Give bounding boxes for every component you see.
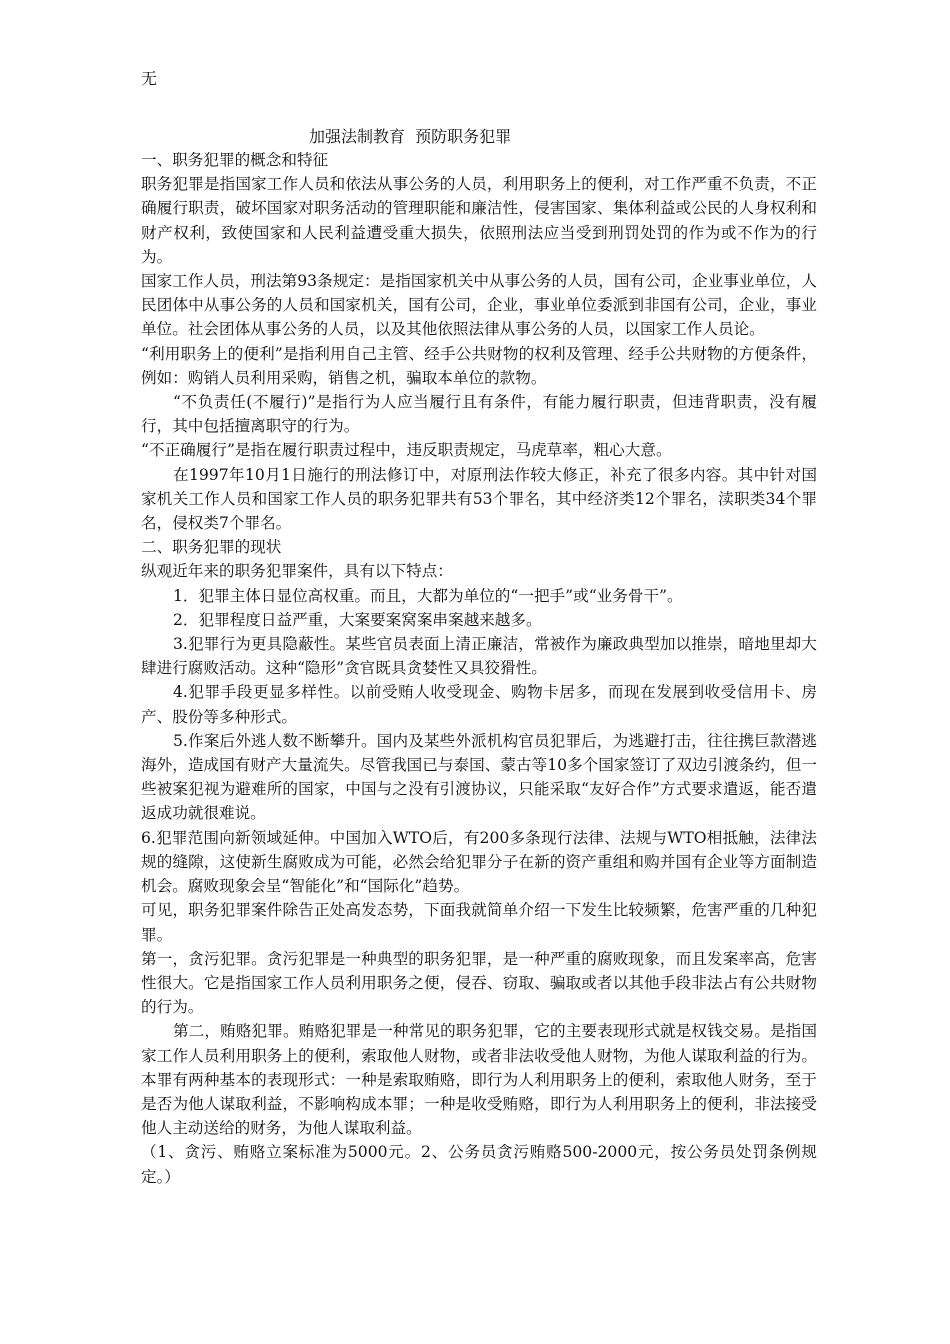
document-title: 加强法制教育 预防职务犯罪: [309, 127, 512, 146]
paragraph: 2．犯罪程度日益严重，大案要案窝案串案越来越多。: [173, 610, 542, 629]
paragraph: 1．犯罪主体日显位高权重。而且，大都为单位的“一把手”或“业务骨干”。: [173, 586, 683, 605]
paragraph: 5.作案后外逃人数不断攀升。国内及某些外派机构官员犯罪后，为逃避打击，往往携巨款潜逃海外，造成国有财产大量流失。尽管我国已与泰国、蒙古等10多个国家签订了双边引渡条约，但一些被案犯视为避难所的国家，中国与之没有引渡协议，只能采取“友好合作”方式要求遣返，能否遣返成功就很难说。: [141, 731, 817, 823]
document-body: [141, 148, 817, 1189]
paragraph: 6.犯罪范围向新领域延伸。中国加入WTO后，有200多条现行法律、法规与WTO相抵触，法律法规的缝隙，这使新生腐败成为可能，必然会给犯罪分子在新的资产重组和购并国有企业等方面制造机会。腐败现象会呈“智能化”和“国际化”趋势。: [141, 828, 817, 896]
paragraph: （1、贪污、贿赂立案标准为5000元。2、公务员贪污贿赂500-2000元，按公务员处罚条例规定。）: [141, 1143, 817, 1186]
paragraph: 在1997年10月1日施行的刑法修订中，对原刑法作较大修正，补充了很多内容。其中针对国家机关工作人员和国家工作人员的职务犯罪共有53个罪名，其中经济类12个罪名，渎职类34个罪名，侵权类7个罪名。: [141, 465, 817, 533]
paragraph: 国家工作人员，刑法第93条规定：是指国家机关中从事公务的人员，国有公司，企业事业单位，人民团体中从事公务的人员和国家机关，国有公司，企业，事业单位委派到非国有公司，企业，事业单位。社会团体从事公务的人员，以及其他依照法律从事公务的人员，以国家工作人员论。: [141, 272, 817, 339]
paragraph: 4.犯罪手段更显多样性。以前受贿人收受现金、购物卡居多，而现在发展到收受信用卡、房产、股份等多种形式。: [141, 683, 817, 726]
paragraph: “不负责任(不履行)”是指行为人应当履行且有条件，有能力履行职责，但违背职责，没有履行，其中包括擅离职守的行为。: [141, 393, 817, 436]
page-header: 无: [141, 69, 158, 88]
paragraph: 可见，职务犯罪案件除告正处高发态势，下面我就简单介绍一下发生比较频繁，危害严重的几种犯罪。: [141, 901, 817, 944]
paragraph: 纵观近年来的职务犯罪案件，具有以下特点：: [141, 562, 453, 581]
paragraph: 3.犯罪行为更具隐蔽性。某些官员表面上清正廉洁，常被作为廉政典型加以推崇，暗地里却大肆进行腐败活动。这种“隐形”贪官既具贪婪性又具狡猾性。: [141, 635, 817, 678]
paragraph: 二、职务犯罪的现状: [141, 538, 282, 557]
paragraph: 职务犯罪是指国家工作人员和依法从事公务的人员，利用职务上的便利，对工作严重不负责，不正确履行职责，破坏国家对职务活动的管理职能和廉洁性，侵害国家、集体利益或公民的人身权利和财产权利，致使国家和人民利益遭受重大损失，依照刑法应当受到刑罚处罚的作为或不作为的行为。: [141, 175, 817, 266]
paragraph: 第一，贪污犯罪。贪污犯罪是一种典型的职务犯罪，是一种严重的腐败现象，而且发案率高，危害性很大。它是指国家工作人员利用职务之便，侵吞、窃取、骗取或者以其他手段非法占有公共财物的行为。: [141, 949, 817, 1017]
paragraph: 第二，贿赂犯罪。贿赂犯罪是一种常见的职务犯罪，它的主要表现形式就是权钱交易。是指国家工作人员利用职务上的便利，索取他人财物，或者非法收受他人财物，为他人谋取利益的行为。本罪有两种基本的表现形式：一种是索取贿赂，即行为人利用职务上的便利，索取他人财务，至于是否为他人谋取利益，不影响构成本罪；一种是收受贿赂，即行为人利用职务上的便利，非法接受他人主动送给的财务，为他人谋取利益。: [141, 1022, 817, 1138]
paragraph: “不正确履行”是指在履行职责过程中，违反职责规定，马虎草率，粗心大意。: [141, 441, 672, 460]
paragraph: 一、职务犯罪的概念和特征: [141, 151, 329, 169]
paragraph: “利用职务上的便利”是指利用自己主管、经手公共财物的权利及管理、经手公共财物的方便条件，例如：购销人员利用采购，销售之机，骗取本单位的款物。: [141, 344, 817, 387]
